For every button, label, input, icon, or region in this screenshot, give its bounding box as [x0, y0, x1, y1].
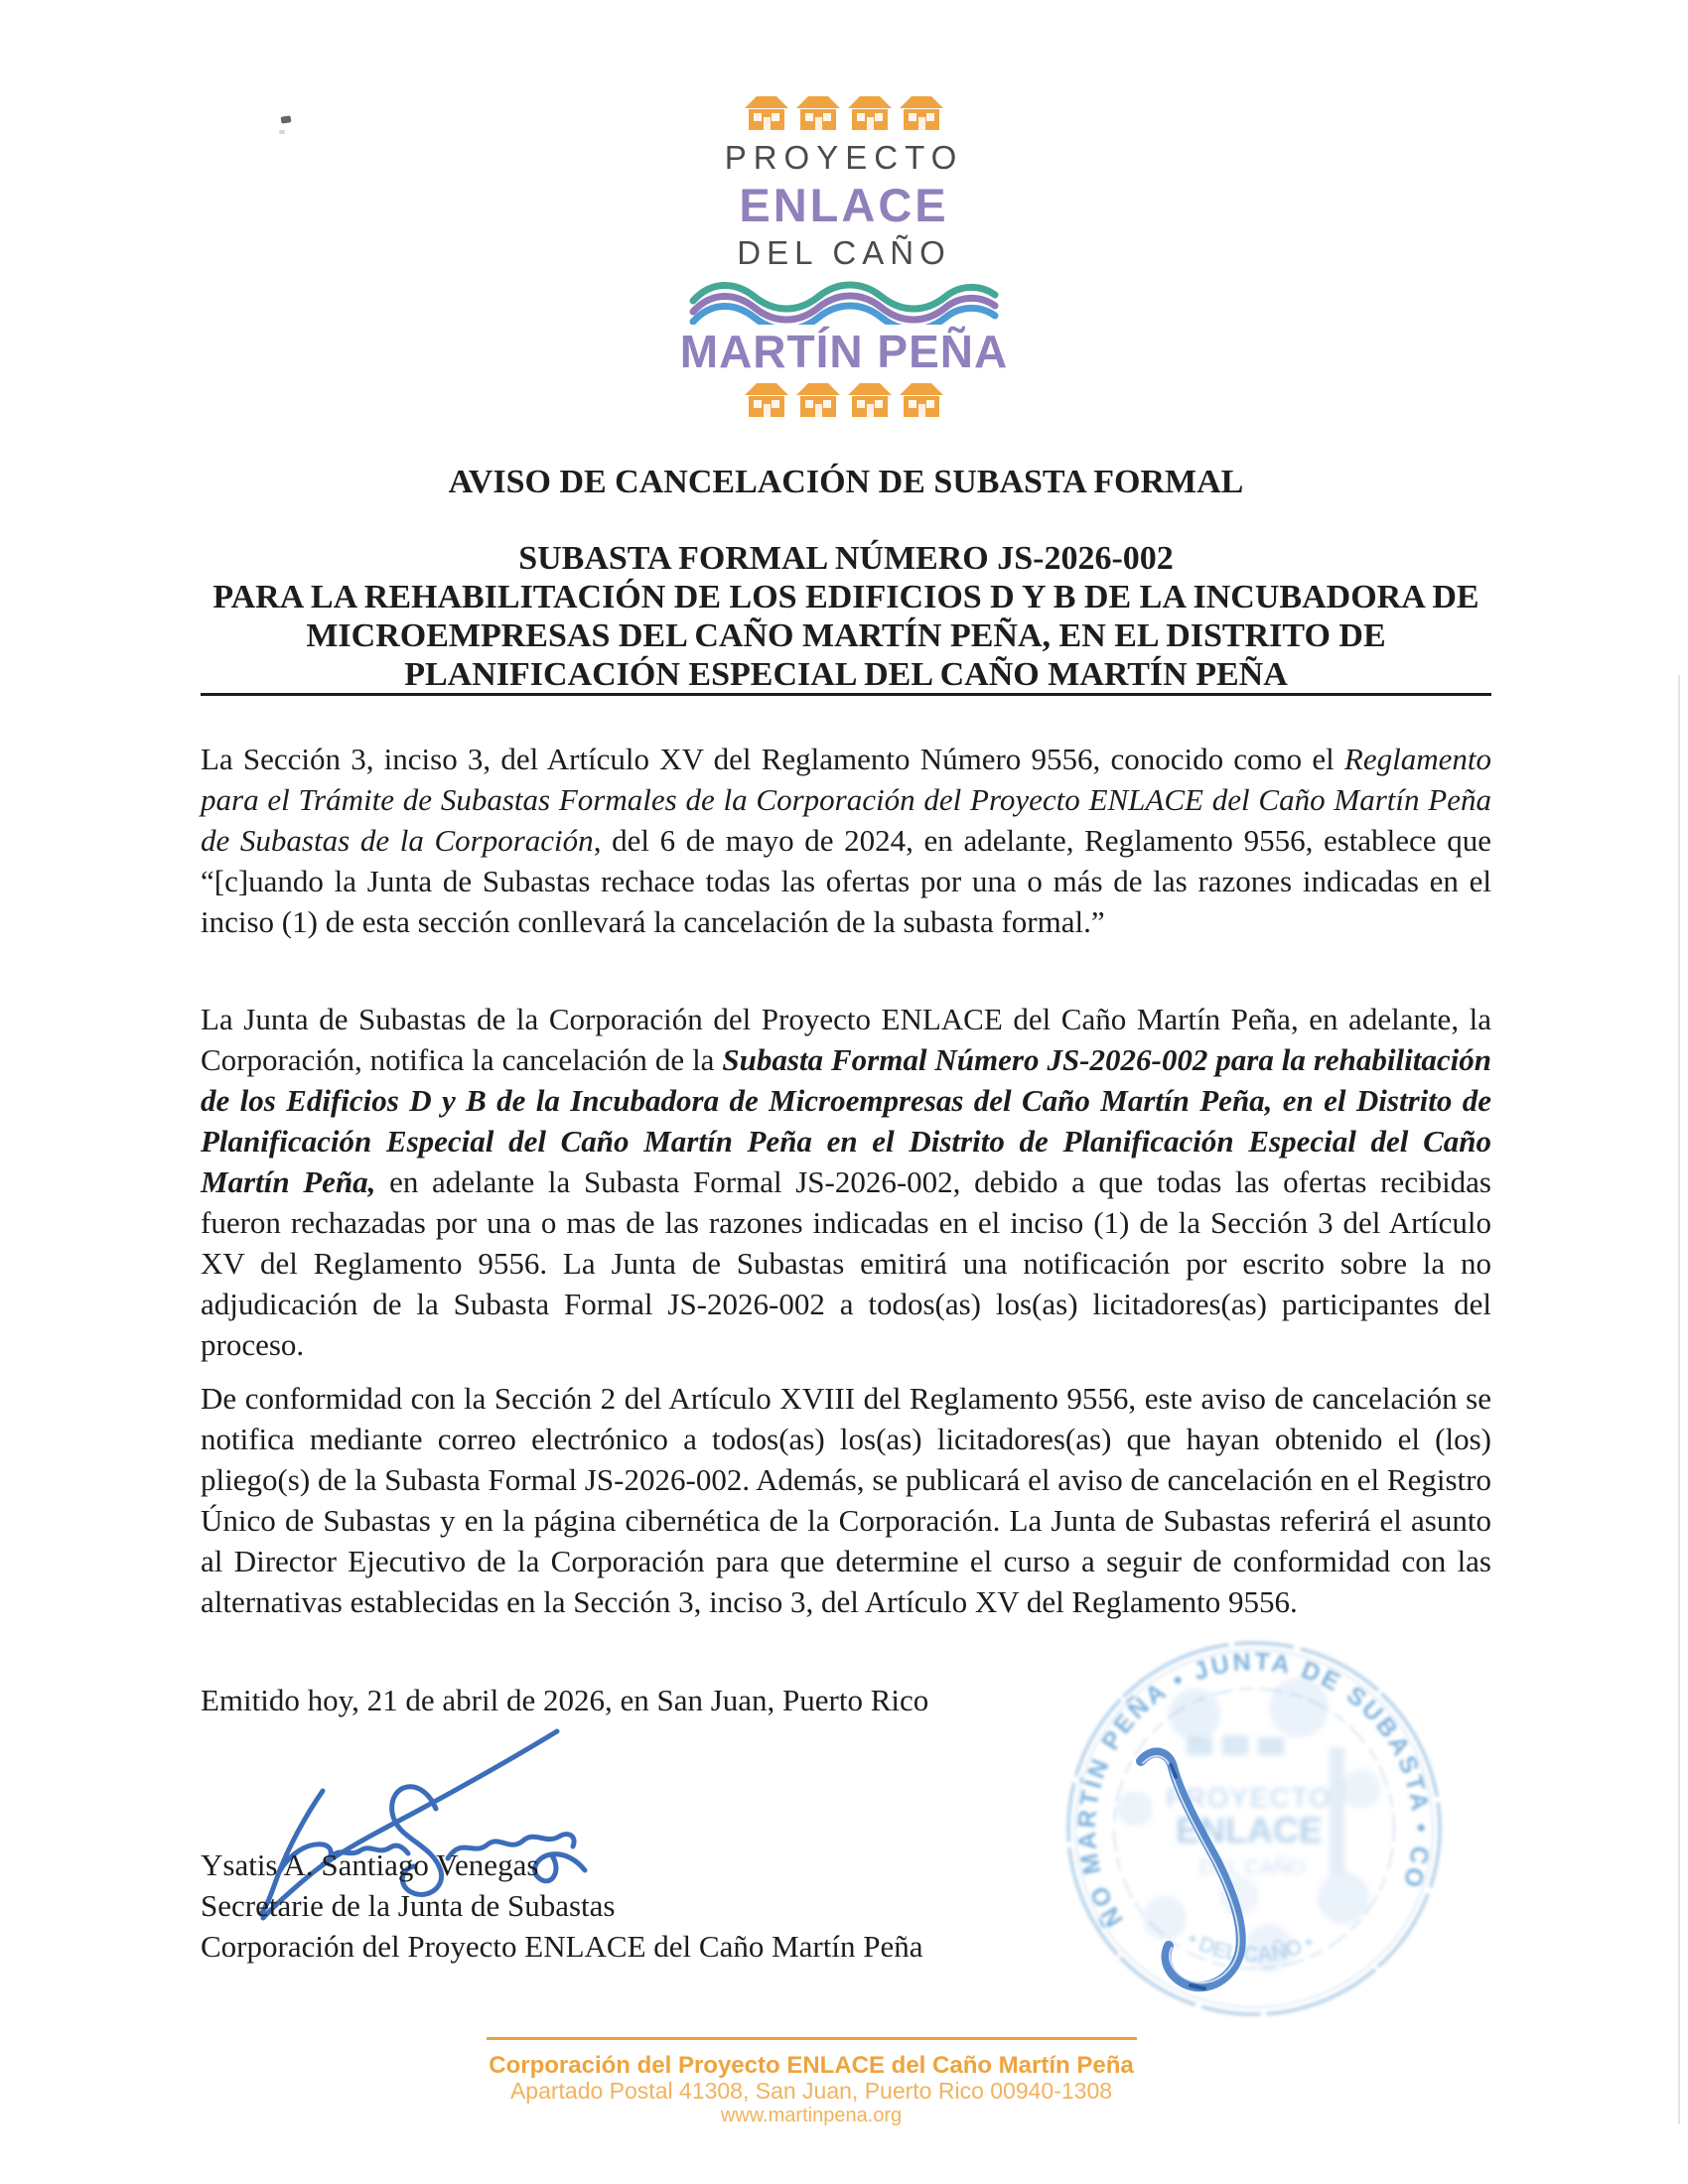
footer-address: Apartado Postal 41308, San Juan, Puerto Rico 00940-1308 — [509, 2078, 1113, 2104]
subject-line-3: MICROEMPRESAS DEL CAÑO MARTÍN PEÑA, EN EL DISTRITO DE — [306, 617, 1386, 654]
subject-title-block — [201, 539, 1491, 694]
footer-website: www.martinpena.org — [720, 2105, 903, 2126]
houses-row-bottom-icon — [635, 382, 1053, 419]
footer-org-name: Corporación del Proyecto ENLACE del Caño Martín Peña — [489, 2052, 1134, 2079]
footer-rule — [487, 2037, 1137, 2040]
document-title: AVISO DE CANCELACIÓN DE SUBASTA FORMAL — [448, 464, 1244, 500]
subject-line-1: SUBASTA FORMAL NÚMERO JS-2026-002 — [518, 540, 1174, 577]
scan-ink-speck — [281, 115, 292, 123]
letterhead-footer — [459, 2037, 1164, 2126]
stamp-bottom-text: • DEL CAÑO • — [1183, 1925, 1322, 1968]
title-underline — [201, 693, 1491, 696]
issued-date-line: Emitido hoy, 21 de abril de 2026, en San Juan, Puerto Rico — [201, 1683, 929, 1717]
stamp-ring-text: ÑO MARTÍN PEÑA • JUNTA DE SUBASTA • CO — [1072, 1647, 1436, 1932]
paragraph-1: La Sección 3, inciso 3, del Artículo XV del Reglamento Número 9556, conocido como el Reglamento para el Trámite de Subastas Formales de la Corporación del Proyecto ENLACE del Caño Martín Peña de Subastas de la Corporación, del 6 de mayo de 2024, en adelante, Reglamento 9556, establece que “[c]uando la Junta de Subastas rechace todas las ofertas por una o más de las razones indicadas en el inciso (1) de esta sección conllevará la cancelación de la subasta formal.” — [201, 742, 1491, 939]
scan-edge-artifact — [1678, 675, 1680, 2124]
houses-row-top-icon — [635, 95, 1053, 132]
logo-word-martin-pena: MARTÍN PEÑA — [679, 326, 1009, 377]
paragraph-3: De conformidad con la Sección 2 del Artículo XVIII del Reglamento 9556, este aviso de cancelación se notifica mediante correo electrónico a todos(as) los(as) licitadores(as) que hayan obtenido el (los) pliego(s) de la Subasta Formal JS-2026-002. Además, se publicará el aviso de cancelación en el Registro Único de Subastas y en la página cibernética de la Corporación. La Junta de Subastas referirá el asunto al Director Ejecutivo de la Corporación para que determine el curso a seguir de conformidad con las alternativas establecidas en la Sección 3, inciso 3, del Artículo XV del Reglamento 9556. — [201, 1381, 1491, 1619]
signer-org: Corporación del Proyecto ENLACE del Caño Martín Peña — [201, 1929, 923, 1964]
signer-name: Ysatis A. Santiago Venegas — [201, 1847, 539, 1882]
stamp-inner-enlace: ENLACE — [1175, 1810, 1324, 1850]
official-stamp — [1046, 1620, 1463, 2042]
signer-title: Secretarie de la Junta de Subastas — [201, 1888, 616, 1923]
org-logo — [635, 95, 1053, 419]
waves-icon — [635, 275, 1053, 325]
logo-word-del-cano: DEL CAÑO — [737, 234, 951, 271]
scan-ink-speck-faint — [279, 130, 285, 134]
logo-word-proyecto: PROYECTO — [724, 139, 964, 176]
logo-word-enlace: ENLACE — [739, 179, 949, 231]
subject-line-4: PLANIFICACIÓN ESPECIAL DEL CAÑO MARTÍN PEÑA — [404, 656, 1288, 693]
stamp-inner-del-cano: DEL CAÑO — [1198, 1856, 1306, 1879]
subject-line-2: PARA LA REHABILITACIÓN DE LOS EDIFICIOS D Y B DE LA INCUBADORA DE — [212, 579, 1479, 615]
stamp-inner-proyecto: PROYECTO — [1166, 1783, 1333, 1813]
paragraph-2: La Junta de Subastas de la Corporación del Proyecto ENLACE del Caño Martín Peña, en adelante, la Corporación, notifica la cancelación de la Subasta Formal Número JS-2026-002 para la rehabilitación de los Edificios D y B de la Incubadora de Microempresas del Caño Martín Peña, en el Distrito de Planificación Especial del Caño Martín Peña en el Distrito de Planificación Especial del Caño Martín Peña, en adelante la Subasta Formal JS-2026-002, debido a que todas las ofertas recibidas fueron rechazadas por una o mas de las razones indicadas en el inciso (1) de la Sección 3 del Artículo XV del Reglamento 9556. La Junta de Subastas emitirá una notificación por escrito sobre la no adjudicación de la Subasta Formal JS-2026-002 a todos(as) los(as) licitadores(as) participantes del proceso. — [201, 1002, 1492, 1362]
